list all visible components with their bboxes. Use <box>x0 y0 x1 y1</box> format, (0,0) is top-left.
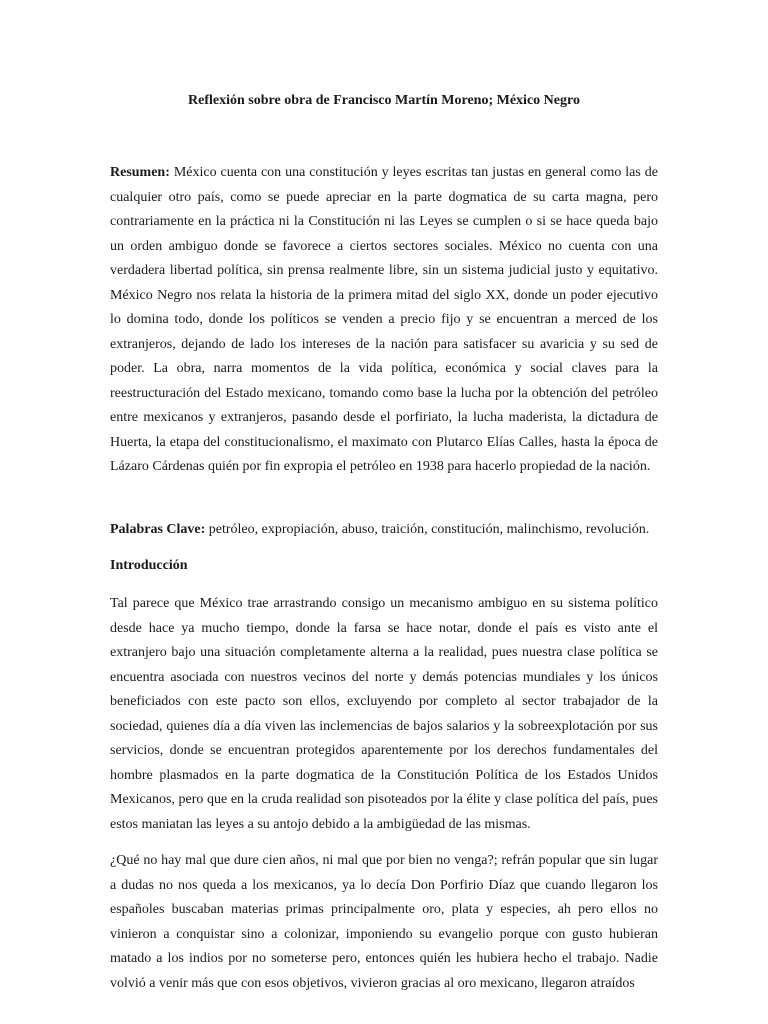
keywords-text: petróleo, expropiación, abuso, traición, constitución, malinchismo, revolución. <box>205 522 650 537</box>
introduction-paragraph-1: Tal parece que México trae arrastrando consigo un mecanismo ambiguo en su sistema político desde hace ya mucho tiempo, donde la farsa se hace notar, donde el país es visto ante el extranjero bajo una situación completamente alterna a la realidad, pues nuestra clase política se encuentra asociada con nuestros vecinos del norte y demás potencias mundiales y los únicos beneficiados con este pacto son ellos, excluyendo por completo al sector trabajador de la sociedad, quienes día a día viven las inclemencias de bajos salarios y la sobreexplotación por sus servicios, donde se encuentran protegidos aparentemente por los derechos fundamentales del hombre plasmados en la parte dogmatica de la Constitución Política de los Estados Unidos Mexicanos, pero que en la cruda realidad son pisoteados por la élite y clase política del país, pues estos maniatan las leyes a su antojo debido a la ambigüedad de las mismas. <box>110 596 658 832</box>
abstract-paragraph <box>110 161 658 480</box>
document-title: Reflexión sobre obra de Francisco Martín Moreno; México Negro <box>188 93 580 108</box>
abstract-label: Resumen: <box>110 165 170 180</box>
introduction-heading: Introducción <box>110 558 188 573</box>
keywords-label: Palabras Clave: <box>110 522 206 537</box>
abstract-text: México cuenta con una constitución y leyes escritas tan justas en general como las de cualquier otro país, como se puede apreciar en la parte dogmatica de su carta magna, pero contrariamente en la práctica ni la Constitución ni las Leyes se cumplen o si se hace queda bajo un orden ambiguo donde se favorece a ciertos sectores sociales. México no cuenta con una verdadera libertad política, sin prensa realmente libre, sin un sistema judicial justo y equitativo. México Negro nos relata la historia de la primera mitad del siglo XX, donde un poder ejecutivo lo domina todo, donde los políticos se venden a precio fijo y se encuentran a merced de los extranjeros, dejando de lado los intereses de la nación para satisfacer su avaricia y su sed de poder. La obra, narra momentos de la vida política, económica y social claves para la reestructuración del Estado mexicano, tomando como base la lucha por la obtención del petróleo entre mexicanos y extranjeros, pasando desde el porfiriato, la lucha maderista, la dictadura de Huerta, la etapa del constitucionalismo, el maximato con Plutarco Elías Calles, hasta la época de Lázaro Cárdenas quién por fin expropia el petróleo en 1938 para hacerlo propiedad de la nación. <box>110 165 658 474</box>
keywords-paragraph <box>110 518 658 543</box>
introduction-paragraph-2: ¿Qué no hay mal que dure cien años, ni mal que por bien no venga?; refrán popular que sin lugar a dudas no nos queda a los mexicanos, ya lo decía Don Porfirio Díaz que cuando llegaron los españoles buscaban materias primas principalmente oro, plata y especies, ah pero ellos no vinieron a conquistar sino a colonizar, imponiendo su evangelio porque con gusto hubieran matado a los indios por no someterse pero, entonces quién les hubiera hecho el trabajo. Nadie volvió a venir más que con esos objetivos, vivieron gracias al oro mexicano, llegaron atraídos <box>110 853 658 991</box>
